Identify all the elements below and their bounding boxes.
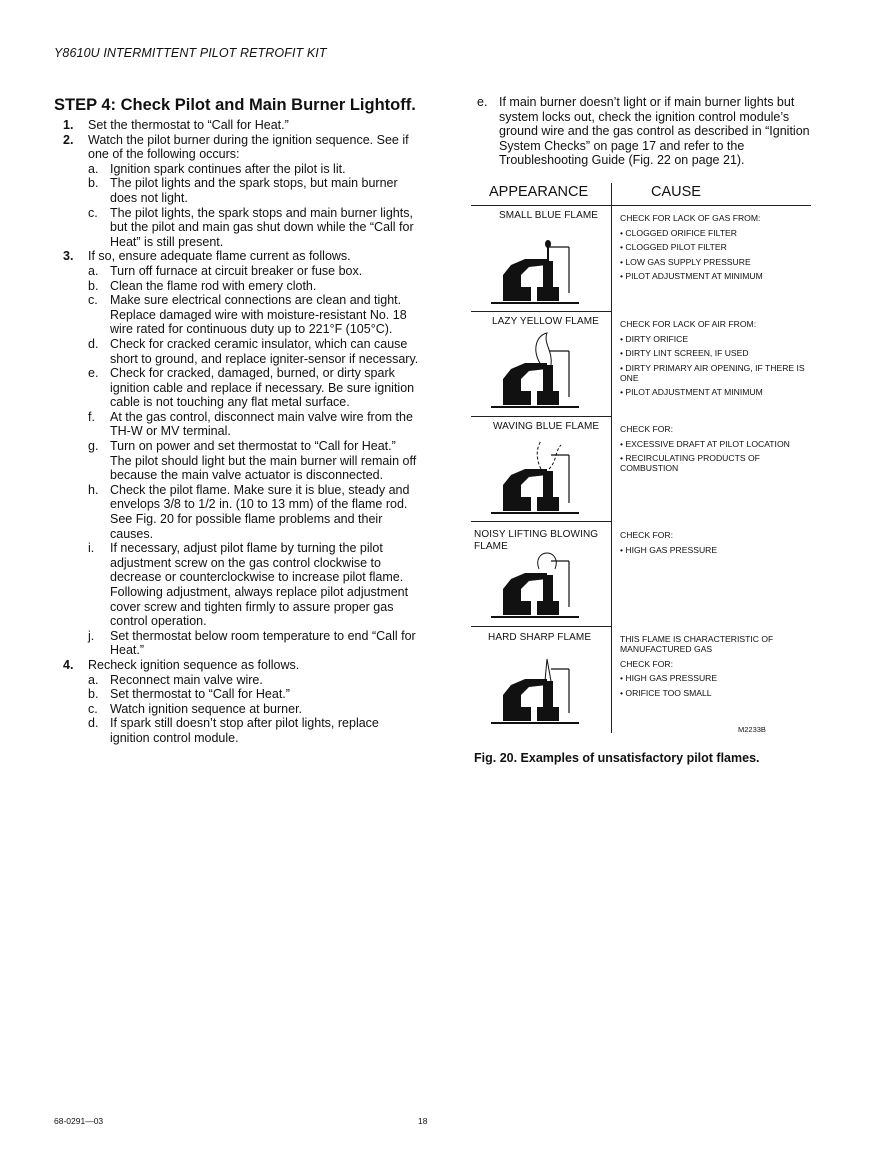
- substep-body: [88, 162, 419, 177]
- cause-list: [620, 213, 805, 286]
- cause-list: [620, 634, 805, 702]
- substep-letter: b.: [88, 278, 99, 293]
- substep-item: [54, 337, 419, 366]
- substep-body: [88, 279, 419, 294]
- substep-body: [88, 410, 419, 439]
- row-divider: [471, 416, 611, 417]
- substep-item: [54, 483, 419, 541]
- step-text: Set the thermostat to “Call for Heat.”: [88, 118, 289, 132]
- cause-item: • CLOGGED ORIFICE FILTER: [620, 227, 737, 238]
- substep-text: Set thermostat below room temperature to end “Call for Heat.”: [110, 628, 416, 658]
- step-item: [54, 133, 419, 162]
- substep-body: [88, 206, 419, 250]
- substep-text: Clean the flame rod with emery cloth.: [110, 278, 317, 293]
- substep-letter: j.: [88, 628, 95, 643]
- cause-heading: CAUSE: [651, 184, 701, 200]
- cause-list: [620, 319, 805, 402]
- document-number: 68-0291—03: [54, 1116, 104, 1126]
- step-item: [54, 658, 419, 673]
- column-divider: [611, 183, 612, 733]
- substep-item: [54, 716, 419, 745]
- page-number: 18: [418, 1116, 428, 1126]
- substep-body: [88, 483, 419, 541]
- substep-item: [54, 629, 419, 658]
- substep-letter: f.: [88, 409, 95, 424]
- substep-item: [54, 702, 419, 717]
- substep-item: [54, 162, 419, 177]
- substep-text: The pilot lights, the spark stops and main burner lights, but the pilot and main gas shut down while the “Call for Heat” is still present.: [110, 205, 414, 249]
- substep-text: At the gas control, disconnect main valve wire from the TH-W or MV terminal.: [110, 409, 413, 439]
- row-divider: [471, 626, 611, 627]
- substep-body: [88, 176, 419, 205]
- cause-item: • PILOT ADJUSTMENT AT MINIMUM: [620, 387, 763, 398]
- step-number: 3.: [63, 249, 74, 264]
- appearance-label: NOISY LIFTING BLOWING FLAME: [474, 529, 599, 552]
- step-number: 1.: [63, 118, 74, 132]
- cause-item: • EXCESSIVE DRAFT AT PILOT LOCATION: [620, 438, 790, 449]
- cause-item: • HIGH GAS PRESSURE: [620, 544, 718, 555]
- list-letter: e.: [477, 95, 488, 109]
- header-rule: [471, 205, 811, 206]
- figure-caption: Fig. 20. Examples of unsatisfactory pilot flames.: [474, 751, 760, 765]
- appearance-label: HARD SHARP FLAME: [488, 632, 592, 643]
- cause-item: • ORIFICE TOO SMALL: [620, 687, 712, 698]
- substep-item: [54, 439, 419, 483]
- row-divider: [471, 521, 611, 522]
- substep-letter: c.: [88, 293, 98, 308]
- substep-text: The pilot lights and the spark stops, but main burner does not light.: [110, 176, 398, 205]
- cause-list: [620, 530, 805, 559]
- substep-text: Check for cracked ceramic insulator, which can cause short to ground, and replace igniter-sensor if necessary.: [110, 336, 419, 366]
- cause-item: THIS FLAME IS CHARACTERISTIC OF MANUFACTURED GAS: [620, 634, 774, 654]
- cause-item: • DIRTY PRIMARY AIR OPENING, IF THERE IS ONE: [620, 362, 805, 383]
- substep-text: Check for cracked, damaged, burned, or dirty spark ignition cable and replace if necessary. Be sure ignition cable is not touching any flat metal surface.: [110, 366, 415, 410]
- substep-text: Check the pilot flame. Make sure it is blue, steady and envelops 3/8 to 1/2 in. (10 to 13 mm) of the flame rod. See Fig. 20 for possible flame problems and their causes.: [110, 482, 410, 541]
- substep-item: [54, 410, 419, 439]
- substep-body: [88, 702, 419, 717]
- substep-body: [88, 716, 419, 745]
- substep-letter: b.: [88, 687, 99, 702]
- cause-item: CHECK FOR:: [620, 530, 673, 540]
- substep-letter: d.: [88, 336, 99, 351]
- substep-body: [88, 439, 419, 483]
- cause-list: [620, 424, 805, 478]
- substep-item: [54, 264, 419, 279]
- appearance-label: SMALL BLUE FLAME: [499, 210, 599, 221]
- left-column: [54, 95, 419, 746]
- figure-code: M2233B: [738, 725, 766, 734]
- running-header: Y8610U INTERMITTENT PILOT RETROFIT KIT: [54, 46, 327, 60]
- flame-figure: [471, 183, 811, 733]
- cause-item: • HIGH GAS PRESSURE: [620, 673, 718, 684]
- substep-letter: b.: [88, 176, 99, 191]
- cause-item: • DIRTY ORIFICE: [620, 333, 689, 344]
- cause-item: CHECK FOR:: [620, 424, 673, 434]
- hard-sharp-flame-illustration: [491, 657, 581, 727]
- substep-letter: i.: [88, 541, 95, 556]
- substep-letter: e.: [88, 366, 99, 381]
- substep-letter: a.: [88, 161, 99, 176]
- substep-item: [54, 366, 419, 410]
- substep-text: Reconnect main valve wire.: [110, 672, 263, 687]
- small-blue-flame-illustration: [491, 235, 581, 307]
- step-item: [54, 249, 419, 264]
- cause-item: • DIRTY LINT SCREEN, IF USED: [620, 348, 749, 359]
- substep-text: If spark still doesn’t stop after pilot lights, replace ignition control module.: [110, 716, 379, 745]
- substep-item: [54, 206, 419, 250]
- substep-text: Ignition spark continues after the pilot is lit.: [110, 161, 346, 176]
- waving-blue-flame-illustration: [491, 437, 581, 517]
- cause-item: CHECK FOR:: [620, 658, 673, 669]
- cause-item: • PILOT ADJUSTMENT AT MINIMUM: [620, 271, 763, 282]
- list-item-text: If main burner doesn’t light or if main burner lights but system locks out, check the ignition control module’s ground wire and the gas control as described in “Ignition System Checks” on page 17 and refer to the Troubleshooting Guide (Fig. 22 on page 21).: [499, 95, 810, 168]
- appearance-label: LAZY YELLOW FLAME: [492, 316, 599, 327]
- substep-letter: a.: [88, 263, 99, 278]
- lazy-yellow-flame-illustration: [491, 331, 581, 411]
- substep-letter: h.: [88, 482, 99, 497]
- right-column: [477, 95, 812, 168]
- substep-body: [88, 673, 419, 688]
- substep-item: [54, 541, 419, 629]
- step-number: 4.: [63, 657, 74, 672]
- substep-body: [88, 687, 419, 702]
- substep-letter: g.: [88, 439, 99, 454]
- substep-item: [54, 687, 419, 702]
- substep-text: If necessary, adjust pilot flame by turning the pilot adjustment screw on the gas control clockwise to decrease or counterclockwise to increase pilot flame. Following adjustment, always replace pilot adjustment cover screw and tighten firmly to assure proper gas control operation.: [110, 541, 409, 629]
- noisy-lifting-flame-illustration: [491, 551, 581, 621]
- substep-letter: a.: [88, 672, 99, 687]
- substep-letter: d.: [88, 716, 99, 731]
- substep-item: [54, 279, 419, 294]
- cause-item: CHECK FOR LACK OF GAS FROM:: [620, 213, 761, 223]
- substep-item: [54, 176, 419, 205]
- step-title: STEP 4: Check Pilot and Main Burner Lightoff.: [54, 96, 416, 114]
- step-item: [54, 118, 419, 133]
- substep-item: [54, 293, 419, 337]
- substep-item: [54, 673, 419, 688]
- substep-body: [88, 293, 419, 337]
- step-number: 2.: [63, 132, 74, 147]
- substep-body: [88, 366, 419, 410]
- substep-text: Set thermostat to “Call for Heat.”: [110, 687, 290, 702]
- substep-body: [88, 337, 419, 366]
- substep-text: Turn on power and set thermostat to “Call for Heat.” The pilot should light but the main burner will remain off because the main valve actuator is disconnected.: [110, 439, 417, 483]
- step-text: Watch the pilot burner during the ignition sequence. See if one of the following occurs:: [88, 132, 409, 162]
- substep-text: Make sure electrical connections are clean and tight. Replace damaged wire with moisture-resistant No. 18 wire rated for continuous duty up to 221°F (105°C).: [110, 293, 407, 337]
- cause-item: • RECIRCULATING PRODUCTS OF COMBUSTION: [620, 453, 760, 474]
- substep-letter: c.: [88, 205, 98, 220]
- appearance-label: WAVING BLUE FLAME: [493, 421, 600, 432]
- substep-text: Turn off furnace at circuit breaker or fuse box.: [110, 263, 363, 278]
- steps-list: [54, 118, 419, 746]
- row-divider: [471, 311, 611, 312]
- step-text: If so, ensure adequate flame current as follows.: [88, 249, 351, 264]
- cause-item: • LOW GAS SUPPLY PRESSURE: [620, 256, 751, 267]
- substep-body: [88, 541, 419, 629]
- substep-letter: c.: [88, 701, 98, 716]
- substep-body: [88, 264, 419, 279]
- cause-item: CHECK FOR LACK OF AIR FROM:: [620, 319, 757, 329]
- appearance-heading: APPEARANCE: [489, 184, 589, 200]
- step-text: Recheck ignition sequence as follows.: [88, 657, 300, 672]
- cause-item: • CLOGGED PILOT FILTER: [620, 242, 727, 253]
- substep-body: [88, 629, 419, 658]
- list-item: [477, 95, 812, 168]
- substep-text: Watch ignition sequence at burner.: [110, 701, 303, 716]
